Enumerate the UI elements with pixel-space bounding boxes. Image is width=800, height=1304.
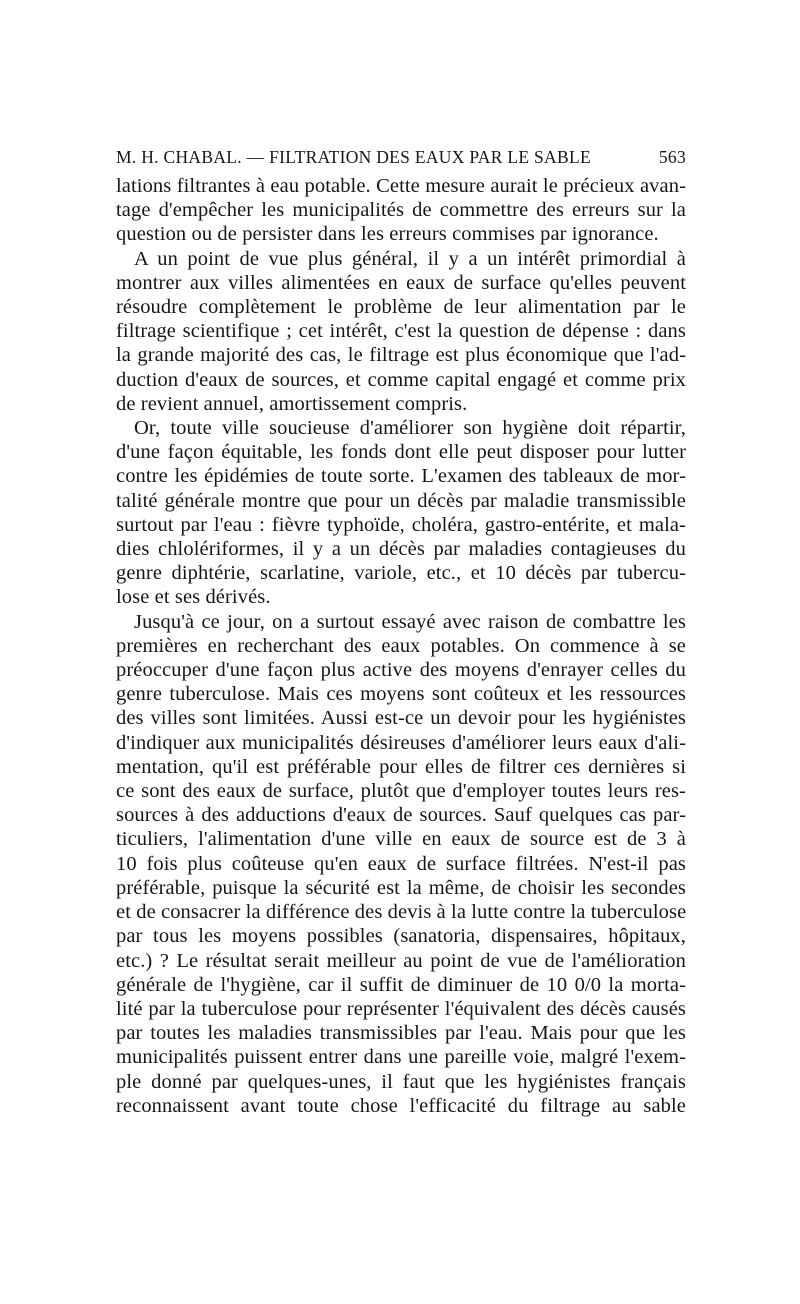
text-line: 10 fois plus coûteuse qu'en eaux de surface filtrées. N'est-il pas xyxy=(116,852,686,875)
text-line: A un point de vue plus général, il y a un intérêt primordial à xyxy=(134,247,686,270)
text-line: question ou de persister dans les erreurs commises par ignorance. xyxy=(116,223,659,246)
text-line: lations filtrantes à eau potable. Cette mesure aurait le précieux avan- xyxy=(116,175,686,197)
text-line: dies chlolériformes, il y a un décès par maladies contagieuses du xyxy=(116,538,686,561)
text-line: talité générale montre que pour un décès par maladie transmissible xyxy=(116,489,686,512)
text-line: filtrage scientifique ; cet intérêt, c'est la question de dépense : dans xyxy=(116,320,686,343)
text-line: sources à des adductions d'eaux de sources. Sauf quelques cas par- xyxy=(116,804,686,827)
text-line: par toutes les maladies transmissibles par l'eau. Mais pour que les xyxy=(116,1022,686,1045)
text-line: duction d'eaux de sources, et comme capital engagé et comme prix xyxy=(116,368,686,391)
text-line: d'indiquer aux municipalités désireuses d'améliorer leurs eaux d'ali- xyxy=(116,731,686,754)
text-line: et de consacrer la différence des devis à la lutte contre la tuberculose xyxy=(116,901,686,924)
paragraph xyxy=(116,174,686,247)
running-title: M. H. CHABAL. — FILTRATION DES EAUX PAR LE SABLE xyxy=(116,147,591,167)
text-line: contre les épidémies de toute sorte. L'examen des tableaux de mor- xyxy=(116,465,686,488)
text-line: surtout par l'eau : fièvre typhoïde, choléra, gastro-entérite, et mala- xyxy=(116,513,686,536)
text-line: municipalités puissent entrer dans une pareille voie, malgré l'exem- xyxy=(116,1046,686,1069)
text-line: lité par la tuberculose pour représenter l'équivalent des décès causés xyxy=(116,997,686,1020)
body-text xyxy=(116,174,686,1118)
text-line: ce sont des eaux de surface, plutôt que d'employer toutes leurs res- xyxy=(116,780,686,803)
text-line: des villes sont limitées. Aussi est-ce un devoir pour les hygiénistes xyxy=(116,707,686,730)
paragraph xyxy=(116,247,686,416)
text-line: préférable, puisque la sécurité est la même, de choisir les secondes xyxy=(116,876,686,899)
text-line: reconnaissent avant toute chose l'efficacité du filtrage au sable xyxy=(116,1094,686,1117)
text-line: ticuliers, l'alimentation d'une ville en eaux de source est de 3 à xyxy=(116,828,686,851)
text-line: premières en recherchant des eaux potables. On commence à se xyxy=(116,634,686,657)
text-line: etc.) ? Le résultat serait meilleur au point de vue de l'amélioration xyxy=(116,949,686,972)
text-line: résoudre complètement le problème de leur alimentation par le xyxy=(116,296,686,319)
text-line: genre tuberculose. Mais ces moyens sont coûteux et les ressources xyxy=(116,683,686,706)
text-line: montrer aux villes alimentées en eaux de surface qu'elles peuvent xyxy=(116,271,686,294)
text-line: de revient annuel, amortissement compris. xyxy=(116,392,468,415)
text-line: Or, toute ville soucieuse d'améliorer son hygiène doit répartir, xyxy=(134,417,686,440)
text-line: Jusqu'à ce jour, on a surtout essayé avec raison de combattre les xyxy=(134,610,686,633)
text-line: d'une façon équitable, les fonds dont elle peut disposer pour lutter xyxy=(116,441,686,464)
running-head xyxy=(116,147,686,168)
paragraph xyxy=(116,610,686,1118)
text-line: par tous les moyens possibles (sanatoria, dispensaires, hôpitaux, xyxy=(116,925,686,948)
text-line: préoccuper d'une façon plus active des moyens d'enrayer celles du xyxy=(116,659,686,682)
text-line: la grande majorité des cas, le filtrage est plus économique que l'ad- xyxy=(116,344,686,367)
text-line: ple donné par quelques-unes, il faut que les hygiénistes français xyxy=(116,1070,686,1093)
page-number: 563 xyxy=(658,147,686,167)
text-line: genre diphtérie, scarlatine, variole, etc., et 10 décès par tubercu- xyxy=(116,562,686,585)
text-line: mentation, qu'il est préférable pour elles de filtrer ces dernières si xyxy=(116,755,686,778)
text-line: lose et ses dérivés. xyxy=(116,586,271,609)
text-line: générale de l'hygiène, car il suffit de diminuer de 10 0/0 la morta- xyxy=(116,973,686,996)
text-line: tage d'empêcher les municipalités de commettre des erreurs sur la xyxy=(116,199,686,222)
paragraph xyxy=(116,416,686,610)
